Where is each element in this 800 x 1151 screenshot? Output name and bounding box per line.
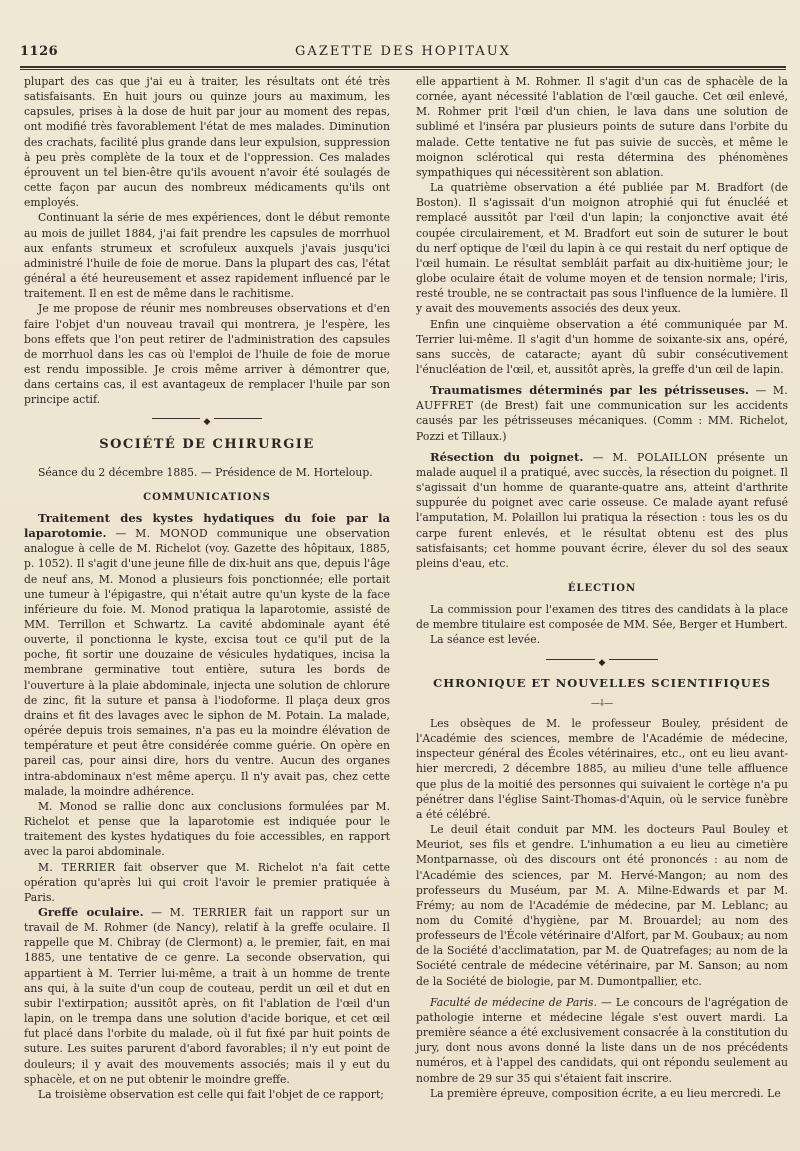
- article-author: M. TERRIER: [38, 860, 116, 874]
- paragraph: La quatrième observation a été publiée par M. Bradfort (de Boston). Il s'agissait d'un moignon atrophié qui fut énucléé et remplacé aussitôt par l'œil d'un lapin; la conjonctive avait été coupée circulairement, et M. Bradfort eut soin de suturer le bout du nerf optique de l'œil du lapin à ce qui restait du nerf optique de l'œil humain. Le résultat sembláit parfait au dix-huitième jour; le globe oculaire était de volume moyen et de tension normale; l'iris, resté trouble, ne se contractait pas sous l'influence de la lumière. Il y avait des mouvements associés des deux yeux.: [416, 181, 788, 316]
- article-body: présente un malade auquel il a pratiqué, avec succès, la résection du poignet. Il s'agissait d'un homme de quarante-quatre ans, atteint d'arthrite suppurée du poignet avec carie osseuse. Ce malade ayant refusé l'amputation, M. Polaillon lui pratiqua la résection : tous les os du carpe furent enlevés, et le résultat obtenu est des plus satisfaisants; cet homme pouvant écrire, élever du sol des seaux pleins d'eau, etc.: [416, 450, 788, 570]
- paragraph: Enfin une cinquième observation a été communiquée par M. Terrier lui-même. Il s'agit d'un homme de soixante-six ans, opéré, sans succès, de cataracte; ayant dû subir consécutivement l'énucléation de l'œil, et, aussitôt après, la greffe d'un œil de lapin.: [416, 317, 788, 376]
- paragraph: elle appartient à M. Rohmer. Il s'agit d'un cas de sphacèle de la cornée, ayant nécessité l'ablation de l'œil gauche. Cet œil enlevé, M. Rohmer prit l'œil d'un chien, le lava dans une solution de sublimé et l'inséra par plusieurs points de suture dans l'orbite du malade. Cette tentative ne fut pas suivie de succès, et même le moignon sclérotical qui resta détermina des phénomènes sympathiques qui nécessitèrent son ablation.: [416, 75, 788, 179]
- paragraph: La séance est levée.: [430, 633, 541, 647]
- article-author: M. POLAILLON: [612, 450, 708, 464]
- article-heading: Greffe oculaire.: [38, 904, 144, 919]
- article-greffe: Greffe oculaire. — M. TERRIER fait un rapport sur un travail de M. Rohmer (de Nancy), relatif à la greffe oculaire. Il rappelle que M. Chibray (de Clermont) a, le premier, fait, en mai 1885, une tentative de ce genre. La seconde observation, qui appartient à M. Terrier lui-même, a trait à un homme de trente ans qui, à la suite d'un coup de couteau, perdit un œil et dut en subir l'extirpation; aussitôt après, on fit l'ablation de l'œil d'un lapin, on le trempa dans une solution d'acide borique, et cet œil fut placé dans l'orbite du malade, où il fut fixé par huit points de suture. Les suites parurent d'abord favorables; il n'y eut point de douleurs; il y avait des mouvements associés; mais il y eut du sphacèle, et on ne put obtenir le moindre greffe.: [24, 904, 390, 1086]
- article-body: fait un rapport sur un travail de M. Rohmer (de Nancy), relatif à la greffe oculaire. Il rappelle que M. Chibray (de Clermont) a, le premier, fait, en mai 1885, une tentative de ce genre. La seconde observation, qui appartient à M. Terrier lui-même, a trait à un homme de trente ans qui, à la suite d'un coup de couteau, perdit un œil et dut en subir l'extirpation; aussitôt après, on fit l'ablation de l'œil d'un lapin, on le trempa dans une solution d'acide borique, et cet œil fut placé dans l'orbite du malade, où il fut fixé par huit points de suture. Les suites parurent d'abord favorables; il n'y eut point de douleurs; il y avait des mouvements associés; mais il y eut du sphacèle, et on ne put obtenir le moindre greffe.: [24, 905, 390, 1086]
- article-faculte: [416, 995, 788, 1086]
- divider-ornament: ◆: [595, 658, 610, 668]
- session-line: Séance du 2 décembre 1885. — Présidence de M. Horteloup.: [38, 465, 373, 479]
- small-ornament: —⸸—: [590, 698, 614, 709]
- paragraph: M. Monod se rallie donc aux conclusions formulées par M. Richelot et pense que la laparotomie est indiquée pour le traitement des kystes hydatiques du foie accessibles, en rapport avec la paroi abdominale.: [24, 799, 390, 859]
- article-body: communique une observation analogue à celle de M. Richelot (voy. Gazette des hôpitaux, 1885, p. 1052). Il s'agit d'une jeune fille de dix-huit ans que, depuis l'âge de neuf ans, M. Monod a plusieurs fois ponctionnée; elle portait une tumeur à l'épigastre, qui n'était autre qu'un kyste de la face inférieure du foie. M. Monod pratiqua la laparotomie, assisté de MM. Terrillon et Schwartz. La cavité abdominale ayant été ouverte, il ponctionna le kyste, excisa tout ce qu'il put de la poche, fit sortir une douzaine de vésicules hydatiques, incisa la membrane germinative tout entière, sutura les bords de l'ouverture à la plaie abdominale, injecta une solution de chlorure de zinc, fit la suture et pansa à l'iodoforme. Il plaça deux gros drains et fit des lavages avec le siphon de M. Potain. La malade, opérée depuis trois semaines, n'a pas eu la moindre élévation de température et peut être considérée comme guérie. On opère en pareil cas, pour ainsi dire, hors du ventre. Aucun des organes intra-abdominaux n'est même aperçu. Il n'y avait pas, chez cette malade, la moindre adhérence.: [24, 527, 391, 798]
- left-column: [24, 74, 390, 1102]
- paragraph: plupart des cas que j'ai eu à traiter, les résultats ont été très satisfaisants. En huit jours ou quinze jours au maximum, les capsules, prises à la dose de huit par jour au moment des repas, ont modifié très favorablement l'état de mes malades. Diminution des crachats, facilité plus grande dans leur expulsion, suppression à peu près complète de la toux et de l'oppression. Ces malades éprouvent un tel bien-être qu'ils avouent n'avoir été soulagés de cette façon par aucun des nombreux médicaments qu'ils ont employés.: [24, 75, 390, 210]
- page-header: [20, 42, 786, 68]
- article-terrier: [24, 860, 390, 905]
- article-traumatismes: Traumatismes déterminés par les pétrisseuses. — M. AUFFRET (de Brest) fait une communication sur les accidents causés par les pétrisseuses mécaniques. (Comm : MM. Richelot, Pozzi et Tillaux.): [416, 383, 788, 443]
- paragraph: La commission pour l'examen des titres des candidats à la place de membre titulaire est composée de MM. Sée, Berger et Humbert.: [416, 603, 788, 632]
- article-heading: Résection du poignet.: [430, 449, 584, 464]
- paragraph: Je me propose de réunir mes nombreuses observations et d'en faire l'objet d'un nouveau travail qui montrera, je l'espère, les bons effets que l'on peut retirer de l'administration des capsules de morrhuol dans les cas où l'emploi de l'huile de foie de morue est rendu impossible. Je crois même arriver à démontrer que, dans certains cas, il est avantageux de remplacer l'huile par son principe actif.: [24, 302, 390, 407]
- section-divider: [24, 413, 390, 428]
- article-body: (de Brest) fait une communication sur les accidents causés par les pétrisseuses mécaniques. (Comm : MM. Richelot, Pozzi et Tillaux.): [416, 399, 788, 443]
- article-resection: Résection du poignet. — M. POLAILLON présente un malade auquel il a pratiqué, avec succès, la résection du poignet. Il s'agissait d'un homme de quarante-quatre ans, atteint d'arthrite suppurée du poignet avec carie osseuse. Ce malade ayant refusé l'amputation, M. Polaillon lui pratiqua la résection : tous les os du carpe furent enlevés, et le résultat obtenu est des plus satisfaisants; cet homme pouvant écrire, élever du sol des seaux pleins d'eau, etc.: [416, 449, 788, 570]
- paragraph: Les obsèques de M. le professeur Bouley, président de l'Académie des sciences, membre de l'Académie de médecine, inspecteur général des Écoles vétérinaires, etc., ont eu lieu avant-hier mercredi, 2 décembre 1885, au milieu d'une telle affluence que plus de la moitié des personnes qui suivaient le cortège n'a pu pénétrer dans l'église Saint-Thomas-d'Aquin, où le service funèbre a été célébré.: [416, 716, 788, 821]
- election-title: ÉLECTION: [567, 583, 637, 594]
- communications-title: COMMUNICATIONS: [143, 491, 271, 503]
- right-column: [416, 74, 788, 1101]
- paragraph: Le deuil était conduit par MM. les docteurs Paul Bouley et Meuriot, ses fils et gendre. L'inhumation a eu lieu au cimetière Montparnasse, où des discours ont été prononcés : au nom de l'Académie des sciences, par M. Hervé-Mangon; au nom des professeurs du Muséum, par M. A. Milne-Edwards et par M. Frémy; au nom de l'Académie de médecine, par M. Leblanc; au nom du Comité d'hygiène, par M. Brouardel; au nom des professeurs de l'École vétérinaire d'Alfort, par M. Goubaux; au nom de la Société d'acclimatation, par M. de Quatrefages; au nom de la Société centrale de médecine vétérinaire, par M. Sanson; au nom de la Société de biologie, par M. Dumontpallier, etc.: [416, 823, 788, 988]
- chronique-title: CHRONIQUE ET NOUVELLES SCIENTIFIQUES: [433, 675, 771, 690]
- section-divider: [416, 654, 788, 668]
- journal-title: GAZETTE DES HOPITAUX: [295, 44, 511, 59]
- article-author: M. MONOD: [135, 527, 208, 541]
- divider-ornament: ◆: [200, 417, 215, 427]
- paragraph: Continuant la série de mes expériences, dont le début remonte au mois de juillet 1884, j'ai fait prendre les capsules de morrhuol aux enfants strumeux et scrofuleux auxquels j'avais jusqu'ici administré l'huile de foie de morue. Dans la plupart des cas, l'état général a été heureusement et assez rapidement influencé par le traitement. Il en est de même dans le rachitisme.: [24, 211, 390, 301]
- article-body: — Le concours de l'agrégation de pathologie interne et médecine légale s'est ouvert mardi. La première séance a été exclusivement consacrée à la constitution du jury, dont nous avons donné la liste dans un de nos précédents numéros, et à l'appel des candidats, qui ont répondu seulement au nombre de 29 sur 35 qui s'étaient fait inscrire.: [416, 995, 788, 1085]
- article-author: M. TERRIER: [169, 905, 247, 919]
- article-author: M. AUFFRET: [416, 384, 788, 413]
- paragraph: La troisième observation est celle qui fait l'objet de ce rapport;: [38, 1087, 384, 1101]
- article-body: fait observer que M. Richelot n'a fait cette opération qu'après lui qui croit l'avoir le premier pratiquée à Paris.: [24, 860, 390, 904]
- section-title: SOCIÉTÉ DE CHIRURGIE: [99, 437, 315, 453]
- article-kystes: Traitement des kystes hydatiques du foie par la laparotomie. — M. MONOD communique une observation analogue à celle de M. Richelot (voy. Gazette des hôpitaux, 1885, p. 1052). Il s'agit d'une jeune fille de dix-huit ans que, depuis l'âge de neuf ans, M. Monod a plusieurs fois ponctionnée; elle portait une tumeur à l'épigastre, qui n'était autre qu'un kyste de la face inférieure du foie. M. Monod pratiqua la laparotomie, assisté de MM. Terrillon et Schwartz. La cavité abdominale ayant été ouverte, il ponctionna le kyste, excisa tout ce qu'il put de la poche, fit sortir une douzaine de vésicules hydatiques, incisa la membrane germinative tout entière, sutura les bords de l'ouverture à la plaie abdominale, injecta une solution de chlorure de zinc, fit la suture et pansa à l'iodoforme. Il plaça deux gros drains et fit des lavages avec le siphon de M. Potain. La malade, opérée depuis trois semaines, n'a pas eu la moindre élévation de température et peut être considérée comme guérie. On opère en pareil cas, pour ainsi dire, hors du ventre. Aucun des organes intra-abdominaux n'est même aperçu. Il n'y avait pas, chez cette malade, la moindre adhérence.: [24, 510, 391, 798]
- article-heading: Traitement des kystes hydatiques du foie par la laparotomie.: [24, 510, 390, 541]
- article-heading: Faculté de médecine de Paris.: [430, 995, 597, 1009]
- article-heading: Traumatismes déterminés par les pétrisseuses.: [430, 383, 749, 398]
- page-number: 1126: [20, 44, 59, 59]
- header-rule: [20, 69, 786, 70]
- paragraph: La première épreuve, composition écrite, a eu lieu mercredi. Le: [430, 1086, 781, 1100]
